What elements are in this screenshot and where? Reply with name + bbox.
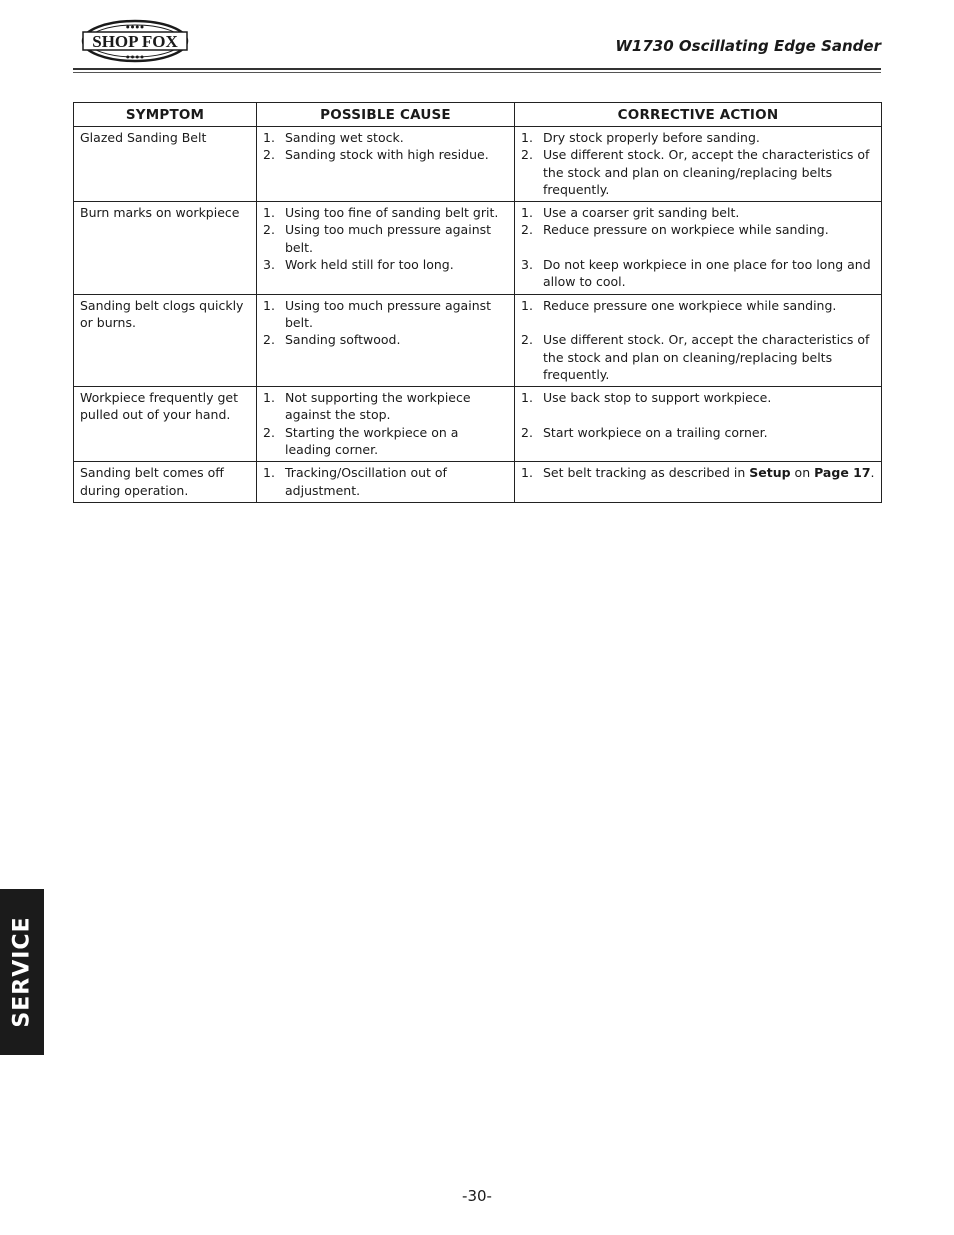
column-header-symptom: SYMPTOM bbox=[74, 103, 257, 127]
column-header-corrective-action: CORRECTIVE ACTION bbox=[515, 103, 882, 127]
list-item: 1. Using too much pressure against belt. bbox=[263, 297, 492, 330]
list-item: 1. Not supporting the workpiece against the stop. bbox=[263, 390, 471, 423]
page-header bbox=[73, 16, 881, 76]
symptom-cell: Glazed Sanding Belt bbox=[74, 127, 257, 202]
list-item: 1. Using too fine of sanding belt grit. bbox=[263, 205, 499, 221]
cause-cell bbox=[257, 127, 515, 202]
cause-cell bbox=[257, 294, 515, 386]
svg-text:● ● ● ●: ● ● ● ● bbox=[126, 54, 144, 59]
symptom-cell: Burn marks on workpiece bbox=[74, 202, 257, 294]
list-item: 2. Use different stock. Or, accept the characteristics of the stock and plan on cleaning/replacing belts frequently. bbox=[521, 147, 870, 197]
table-row bbox=[74, 294, 882, 386]
list-item: 2. Using too much pressure against belt. bbox=[263, 222, 492, 255]
section-tab bbox=[0, 889, 44, 1055]
shop-fox-logo bbox=[81, 18, 189, 64]
symptom-cell: Sanding belt clogs quickly or burns. bbox=[74, 294, 257, 386]
list-item: 3. Do not keep workpiece in one place for too long and allow to cool. bbox=[521, 257, 871, 290]
table-row bbox=[74, 202, 882, 294]
list-item: 1. Dry stock properly before sanding. bbox=[521, 130, 760, 145]
svg-text:● ● ● ●: ● ● ● ● bbox=[126, 24, 144, 29]
list-item: 1. Reduce pressure one workpiece while sanding. bbox=[521, 297, 837, 313]
list-item: 2. Starting the workpiece on a leading corner. bbox=[263, 424, 459, 458]
cause-cell bbox=[257, 202, 515, 294]
page-reference: Page 17 bbox=[814, 465, 871, 481]
action-cell bbox=[515, 294, 882, 386]
list-item: 2. Reduce pressure on workpiece while sanding. bbox=[521, 222, 829, 238]
list-item: 2. Sanding softwood. bbox=[263, 332, 401, 348]
list-item: 2. Use different stock. Or, accept the characteristics of the stock and plan on cleaning/replacing belts frequently. bbox=[521, 332, 870, 382]
list-item: 2. Sanding stock with high residue. bbox=[263, 147, 489, 163]
header-rule bbox=[73, 68, 881, 70]
table-row bbox=[74, 127, 882, 202]
cause-cell bbox=[257, 387, 515, 462]
list-item: 1. Use a coarser grit sanding belt. bbox=[521, 205, 740, 221]
list-item: 3. Work held still for too long. bbox=[263, 257, 454, 273]
table-row bbox=[74, 462, 882, 503]
section-tab-label: SERVICE bbox=[9, 916, 35, 1028]
column-header-possible-cause: POSSIBLE CAUSE bbox=[257, 103, 515, 127]
list-item: 1. Sanding wet stock. bbox=[263, 130, 404, 145]
action-cell bbox=[515, 462, 882, 503]
symptom-cell: Workpiece frequently get pulled out of your hand. bbox=[74, 387, 257, 462]
troubleshooting-table bbox=[73, 102, 882, 503]
action-cell bbox=[515, 127, 882, 202]
cause-cell bbox=[257, 462, 515, 503]
header-rule-thin bbox=[73, 72, 881, 73]
list-item: 2. Start workpiece on a trailing corner. bbox=[521, 424, 768, 440]
logo-text: SHOP FOX bbox=[92, 32, 178, 51]
symptom-cell: Sanding belt comes off during operation. bbox=[74, 462, 257, 503]
list-item: 1. Use back stop to support workpiece. bbox=[521, 390, 772, 406]
action-cell bbox=[515, 387, 882, 462]
page-number: -30- bbox=[462, 1187, 492, 1205]
table-header-row bbox=[74, 103, 882, 127]
list-item: 1. Set belt tracking as described in Setup on Page 17. bbox=[521, 465, 875, 481]
list-item: 1. Tracking/Oscillation out of adjustment. bbox=[263, 465, 447, 498]
table-row bbox=[74, 387, 882, 462]
action-cell bbox=[515, 202, 882, 294]
document-title: W1730 Oscillating Edge Sander bbox=[615, 37, 881, 55]
setup-reference: Setup bbox=[749, 465, 791, 481]
